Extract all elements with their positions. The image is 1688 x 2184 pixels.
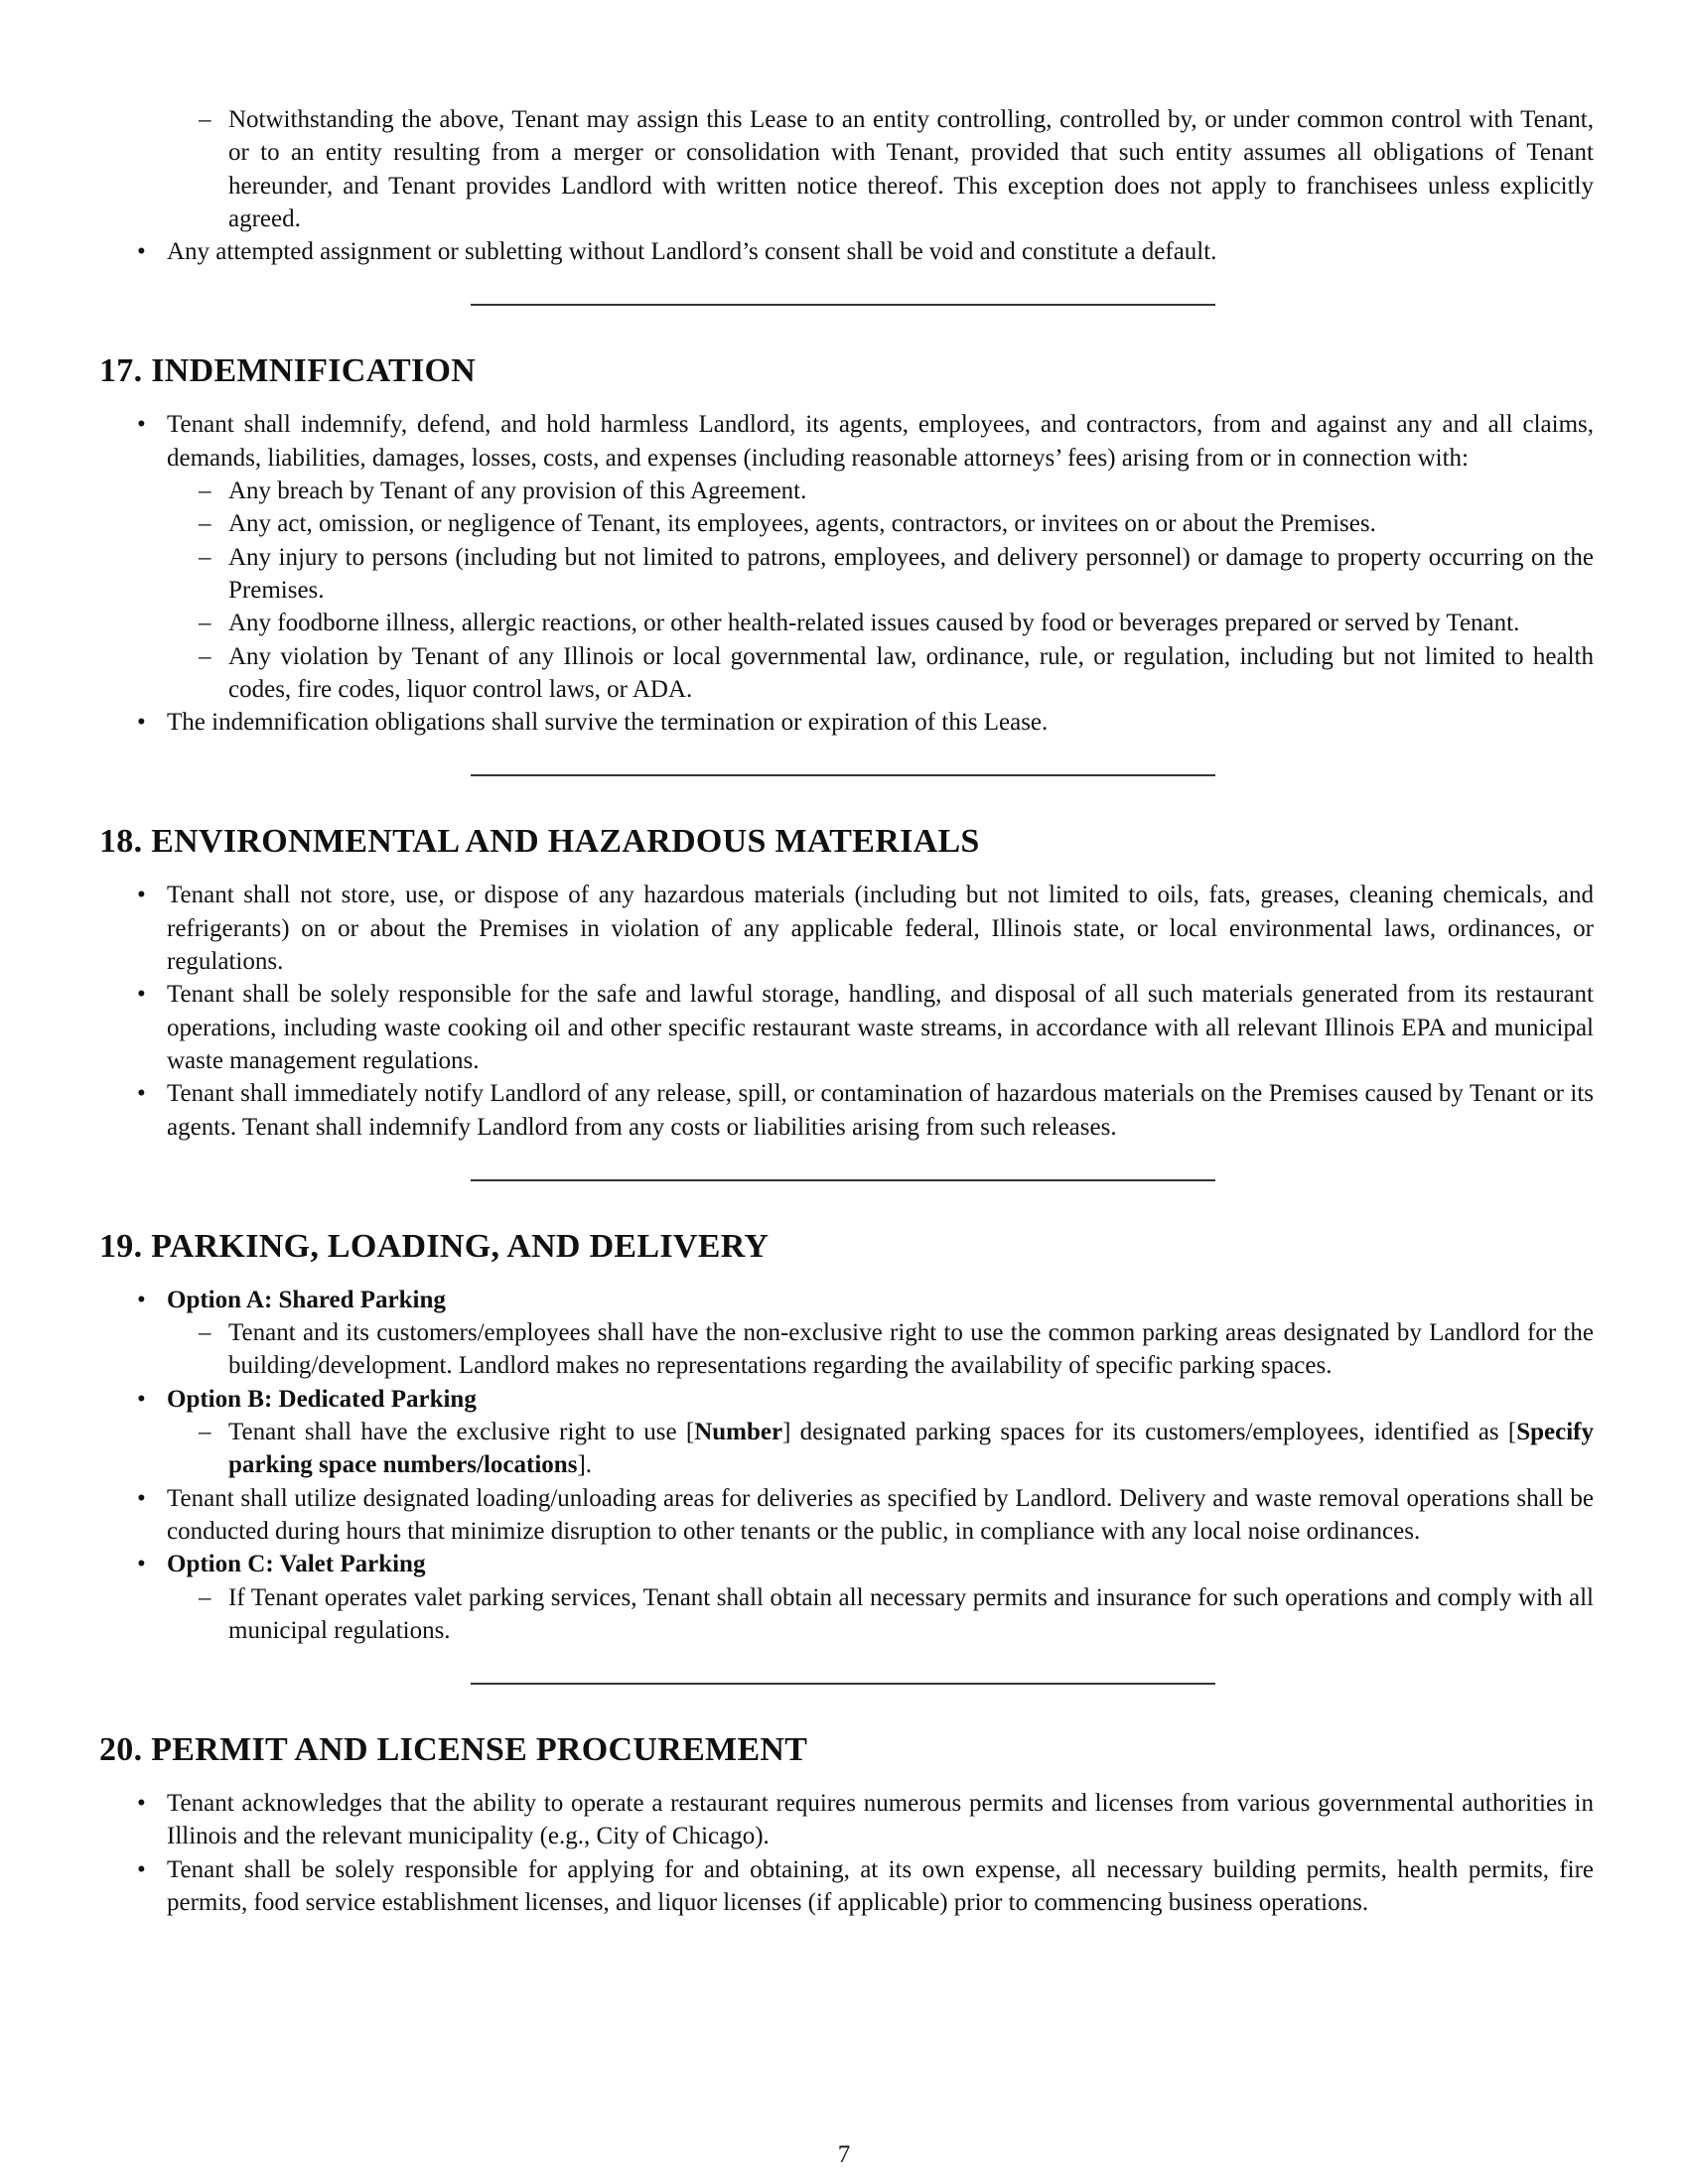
option-b-text-mid: ] designated parking spaces for its customers/employees, identified as [: [782, 1419, 1517, 1446]
section-divider: [471, 1683, 1215, 1685]
list-item-sub: – Any injury to persons (including but not limited to patrons, employees, and delivery personnel) or damage to property occurring on the Premises.: [99, 541, 1594, 608]
list-item-sub: – Any act, omission, or negligence of Tenant, its employees, agents, contractors, or invitees on or about the Premises.: [99, 507, 1594, 540]
list-item: • Tenant shall be solely responsible for the safe and lawful storage, handling, and disposal of all such materials generated from its restaurant operations, including waste cooking oil and other specific restaurant waste streams, in accordance with all relevant Illinois EPA and municipal waste management regulations.: [99, 978, 1594, 1077]
section-divider: [471, 1179, 1215, 1181]
option-a-title: Option A: Shared Parking: [167, 1286, 446, 1313]
list-item-sub: – Any violation by Tenant of any Illinois or local governmental law, ordinance, rule, or regulation, including but not limited to health codes, fire codes, liquor control laws, or ADA.: [99, 640, 1594, 707]
list-item: • Tenant shall immediately notify Landlord of any release, spill, or contamination of hazardous materials on the Premises caused by Tenant or its agents. Tenant shall indemnify Landlord from any costs or liabilities arising from such releases.: [99, 1077, 1594, 1144]
section-divider: [471, 304, 1215, 306]
list-item: • Any attempted assignment or subletting without Landlord’s consent shall be void and constitute a default.: [99, 235, 1594, 268]
section-heading-indemnification: 17. INDEMNIFICATION: [99, 352, 477, 390]
list-item-option-b: [99, 1383, 1594, 1416]
list-item: • The indemnification obligations shall survive the termination or expiration of this Lease.: [99, 706, 1594, 739]
list-item: • Tenant acknowledges that the ability to operate a restaurant requires numerous permits and licenses from various governmental authorities in Illinois and the relevant municipality (e.g., City of Chicago).: [99, 1787, 1594, 1853]
section-heading-environmental: 18. ENVIRONMENTAL AND HAZARDOUS MATERIALS: [99, 823, 980, 861]
list-item-sub: – Notwithstanding the above, Tenant may assign this Lease to an entity controlling, controlled by, or under common control with Tenant, or to an entity resulting from a merger or consolidation with Tenant, provided that such entity assumes all obligations of Tenant hereunder, and Tenant provides Landlord with written notice thereof. This exception does not apply to franchisees unless explicitly agreed.: [99, 103, 1594, 235]
option-b-title: Option B: Dedicated Parking: [167, 1385, 477, 1413]
list-item-option-a: [99, 1284, 1594, 1316]
list-item-sub: – If Tenant operates valet parking services, Tenant shall obtain all necessary permits and insurance for such operations and comply with all municipal regulations.: [99, 1581, 1594, 1648]
placeholder-number: Number: [694, 1419, 783, 1446]
section-heading-permits: 20. PERMIT AND LICENSE PROCUREMENT: [99, 1731, 808, 1769]
list-item: • Tenant shall utilize designated loading/unloading areas for deliveries as specified by Landlord. Delivery and waste removal operations shall be conducted during hours that minimize disruption to other tenants or the public, in compliance with any local noise ordinances.: [99, 1482, 1594, 1549]
list-item-sub: [99, 1416, 1594, 1482]
list-item: • Tenant shall not store, use, or dispose of any hazardous materials (including but not limited to oils, fats, greases, cleaning chemicals, and refrigerants) on or about the Premises in violation of any applicable federal, Illinois state, or local environmental laws, ordinances, or regulations.: [99, 879, 1594, 978]
list-item: • Tenant shall be solely responsible for applying for and obtaining, at its own expense, all necessary building permits, health permits, fire permits, food service establishment licenses, and liquor licenses (if applicable) prior to commencing business operations.: [99, 1853, 1594, 1920]
list-item-sub: – Any foodborne illness, allergic reactions, or other health-related issues caused by food or beverages prepared or served by Tenant.: [99, 607, 1594, 639]
section-divider: [471, 774, 1215, 776]
list-item-sub: – Any breach by Tenant of any provision of this Agreement.: [99, 475, 1594, 507]
page-number: 7: [837, 2141, 851, 2168]
list-item: • Tenant shall indemnify, defend, and hold harmless Landlord, its agents, employees, and contractors, from and against any and all claims, demands, liabilities, damages, losses, costs, and expenses (including reasonable attorneys’ fees) arising from or in connection with:: [99, 408, 1594, 475]
placeholder-parking-spaces: Specify parking space numbers/locations: [228, 1419, 1595, 1479]
option-b-text-post: ].: [577, 1451, 593, 1479]
list-item-sub: – Tenant and its customers/employees shall have the non-exclusive right to use the common parking areas designated by Landlord for the building/development. Landlord makes no representations regarding the availability of specific parking spaces.: [99, 1316, 1594, 1383]
section-heading-parking: 19. PARKING, LOADING, AND DELIVERY: [99, 1227, 770, 1265]
list-item-option-c: [99, 1548, 1594, 1580]
option-c-title: Option C: Valet Parking: [167, 1551, 426, 1578]
option-b-text-pre: Tenant shall have the exclusive right to use [: [228, 1419, 695, 1446]
document-page: [99, 103, 1594, 1919]
